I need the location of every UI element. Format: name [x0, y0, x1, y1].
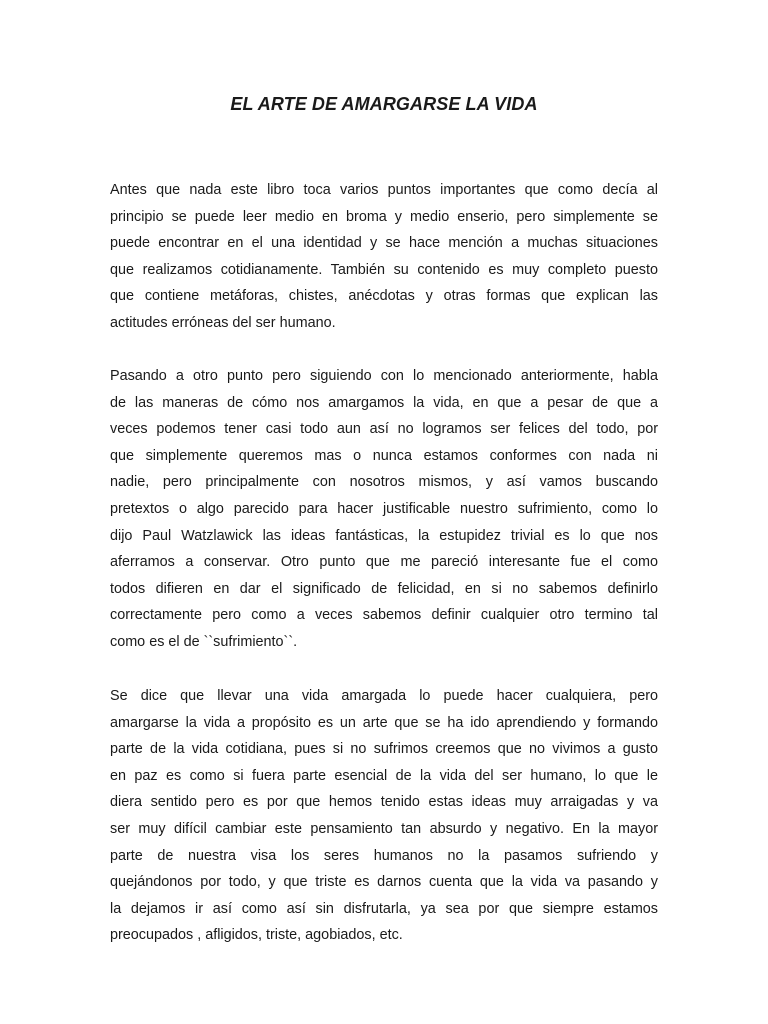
- text-line: Pasando a otro punto pero siguiendo con lo mencionado anteriormente, habla: [110, 368, 658, 384]
- text-line: amargarse la vida a propósito es un arte que se ha ido aprendiendo y formando: [110, 714, 658, 731]
- paragraph-1: [110, 177, 658, 337]
- text-line: correctamente pero como a veces sabemos definir cualquier otro termino tal: [110, 607, 658, 624]
- text-line: todos difieren en dar el significado de felicidad, en si no sabemos definirlo: [110, 580, 658, 597]
- text-line: que contiene metáforas, chistes, anécdotas y otras formas que explican las: [110, 288, 658, 305]
- text-line: preocupados , afligidos, triste, agobiados, etc.: [110, 927, 403, 944]
- text-line: como es el de ``sufrimiento``.: [110, 633, 298, 650]
- text-line: que simplemente queremos mas o nunca estamos conformes con nada ni: [110, 447, 658, 464]
- text-line: veces podemos tener casi todo aun así no logramos ser felices del todo, por: [110, 421, 658, 438]
- text-line: que realizamos cotidianamente. También su contenido es muy completo puesto: [110, 261, 658, 278]
- text-line: parte de nuestra visa los seres humanos no la pasamos sufriendo y: [110, 847, 658, 864]
- text-line: diera sentido pero es por que hemos tenido estas ideas muy arraigadas y va: [110, 794, 658, 811]
- text-line: de las maneras de cómo nos amargamos la vida, en que a pesar de que a: [110, 394, 658, 411]
- text-line: nadie, pero principalmente con nosotros mismos, y así vamos buscando: [110, 474, 658, 491]
- text-line: ser muy difícil cambiar este pensamiento tan absurdo y negativo. En la mayor: [110, 820, 658, 837]
- text-line: dijo Paul Watzlawick las ideas fantásticas, la estupidez trivial es lo que nos: [110, 527, 658, 544]
- paragraph-2: [110, 363, 658, 656]
- text-line: Se dice que llevar una vida amargada lo puede hacer cualquiera, pero: [110, 688, 658, 704]
- text-line: en paz es como si fuera parte esencial de la vida del ser humano, lo que le: [110, 767, 658, 784]
- text-line: quejándonos por todo, y que triste es darnos cuenta que la vida va pasando y: [110, 874, 658, 891]
- document-title: EL ARTE DE AMARGARSE LA VIDA: [230, 94, 538, 114]
- text-line: principio se puede leer medio en broma y medio enserio, pero simplemente se: [110, 208, 658, 225]
- paragraph-3: [110, 683, 658, 949]
- text-line: parte de la vida cotidiana, pues si no sufrimos creemos que no vivimos a gusto: [110, 741, 658, 758]
- text-line: pretextos o algo parecido para hacer justificable nuestro sufrimiento, como lo: [110, 500, 658, 517]
- text-line: actitudes erróneas del ser humano.: [110, 314, 336, 331]
- text-line: aferramos a conservar. Otro punto que me pareció interesante fue el como: [110, 554, 658, 571]
- text-line: puede encontrar en el una identidad y se hace mención a muchas situaciones: [110, 235, 658, 252]
- text-line: Antes que nada este libro toca varios puntos importantes que como decía al: [110, 182, 658, 198]
- text-line: la dejamos ir así como así sin disfrutarla, ya sea por que siempre estamos: [110, 900, 658, 917]
